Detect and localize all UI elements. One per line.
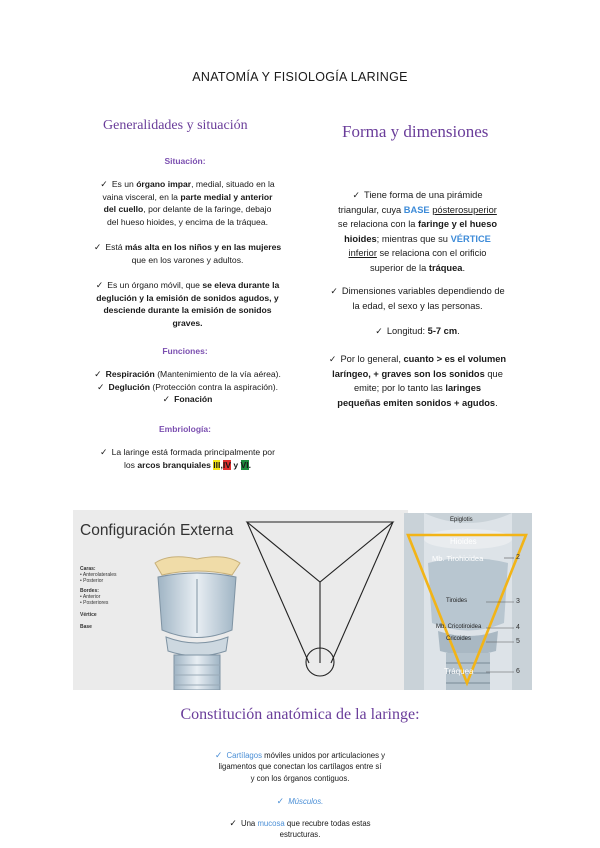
check-icon: ✓: [94, 369, 102, 379]
label-num-6: 6: [516, 668, 520, 675]
label-num-3: 3: [516, 598, 520, 605]
label-num-4: 4: [516, 624, 520, 631]
paragraph-mucosa: ✓ Una mucosa que recubre todas estas estructuras.: [229, 818, 371, 840]
label-epiglotis: Epiglotis: [450, 517, 473, 523]
check-icon: ✓: [96, 381, 105, 392]
larynx-3d-illustration: [140, 545, 255, 690]
check-icon: ✓: [214, 750, 223, 760]
check-icon: ✓: [330, 286, 338, 296]
pyramid-diagram: [245, 518, 395, 678]
paragraph-situacion-1: ✓ Es un órgano impar, medial, situado en la vaina visceral, en la parte medial y anterior del cuello, por delante de la faringe, debajo del hueso hioides, y encima de la tráquea.: [100, 179, 275, 227]
check-icon: ✓: [352, 190, 361, 200]
section-heading-forma: Forma y dimensiones: [342, 122, 489, 141]
section-heading-generalidades: Generalidades y situación: [103, 118, 248, 133]
label-traquea: Tráquea: [444, 667, 474, 676]
paragraph-musculos: ✓ Músculos.: [276, 796, 324, 806]
label-cricoides: Cricoides: [446, 636, 472, 642]
list-funciones: ✓ Respiración (Mantenimiento de la vía aérea). ✓ Deglución (Protección contra la aspiración). ✓ Fonación: [94, 369, 281, 405]
label-mb-cricotiroidea: Mb. Cricotiroidea: [436, 624, 482, 630]
label-num-5: 5: [516, 638, 520, 645]
check-icon: ✓: [162, 394, 171, 405]
section-heading-constitucion: Constitución anatómica de la laringe:: [180, 706, 420, 723]
check-icon: ✓: [375, 326, 383, 336]
label-hioides: Hioides: [450, 537, 477, 546]
panel-title: Configuración Externa: [80, 522, 234, 539]
paragraph-forma-1: ✓ Tiene forma de una pirámide triangular, cuya BASE pósterosuperior se relaciona con la faringe y el hueso hioides; mientras que su VÉRTICE inferior se relaciona con el orificio superior de la tráquea.: [337, 190, 498, 273]
check-icon: ✓: [93, 242, 102, 252]
paragraph-situacion-3: ✓ Es un órgano móvil, que se eleva durante la deglución y la emisión de sonidos agudos, y desciende durante la emisión de sonidos graves.: [95, 280, 280, 328]
check-icon: ✓: [95, 280, 104, 290]
larynx-anatomy-image: [404, 513, 532, 690]
paragraph-forma-2: ✓ Dimensiones variables dependiendo de la edad, el sexo y las personas.: [330, 286, 505, 311]
subheading-funciones: Funciones:: [162, 346, 208, 356]
page-title: ANATOMÍA Y FISIOLOGÍA LARINGE: [192, 70, 408, 84]
label-num-2: 2: [516, 554, 520, 561]
paragraph-forma-3: ✓ Longitud: 5-7 cm.: [375, 326, 460, 336]
check-icon: ✓: [276, 796, 285, 806]
panel-legend: Caras: • Anterolaterales • Posterior Bordes: • Anterior • Posteriores Vértice Base: [80, 566, 117, 630]
paragraph-forma-4: ✓ Por lo general, cuanto > es el volumen laríngeo, + graves son los sonidos que emite; por lo tanto las laringes pequeñas emiten sonidos + agudos.: [328, 354, 507, 408]
label-mb-tirohioidea: Mb. Tirohioidea: [432, 554, 484, 563]
paragraph-embriologia: ✓ La laringe está formada principalmente por los arcos branquiales III,IV y VI.: [100, 447, 275, 470]
subheading-embriologia: Embriología:: [159, 424, 211, 434]
check-icon: ✓: [229, 818, 237, 828]
check-icon: ✓: [100, 179, 108, 189]
paragraph-situacion-2: ✓ Está más alta en los niños y en las mujeres que en los varones y adultos.: [93, 242, 282, 265]
check-icon: ✓: [328, 354, 337, 364]
check-icon: ✓: [100, 447, 108, 457]
label-tiroides: Tiroides: [446, 598, 468, 604]
paragraph-cartilagos: ✓ Cartílagos móviles unidos por articulaciones y ligamentos que conectan los cartílagos entre sí y con los órganos contiguos.: [214, 750, 386, 783]
subheading-situacion: Situación:: [164, 156, 206, 166]
